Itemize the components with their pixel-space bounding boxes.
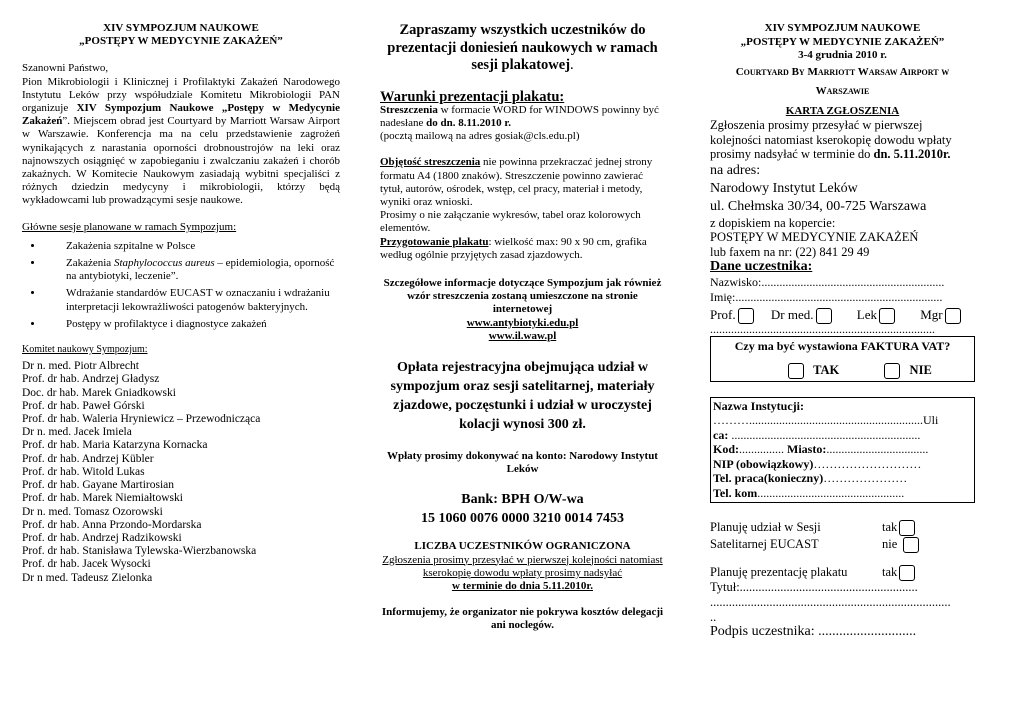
session-yes-checkbox[interactable] — [899, 520, 915, 536]
address-label: na adres: — [710, 162, 761, 178]
fax-number: lub faxem na nr: (22) 841 29 49 — [710, 244, 870, 259]
poster-participation: Planuję prezentację plakatu tak Tytuł:......................................................... ............................................................................. .. — [710, 565, 975, 625]
institution-label: Nazwa Instytucji: — [713, 398, 804, 413]
invoice-yes-checkbox[interactable] — [788, 363, 804, 379]
sessions-heading: Główne sesje planowane w ramach Sympozjum: — [22, 220, 237, 233]
work-phone-field[interactable]: Tel. praca(konieczny)………………… — [713, 471, 908, 486]
committee-member: Dr n med. Tadeusz Zielonka — [22, 571, 153, 584]
committee-member: Prof. dr hab. Andrzej Gładysz — [22, 373, 160, 386]
limited-participants: LICZBA UCZESTNIKÓW OGRANICZONA — [414, 540, 631, 553]
committee-member: Prof. dr hab. Jacek Wysocki — [22, 558, 151, 571]
greeting: Szanowni Państwo, — [22, 62, 109, 75]
committee-member: Prof. dr hab. Marek Niemiałtowski — [22, 492, 183, 505]
session-participation: Planuję udział w Sesji Satelitarnej EUCAST tak nie — [710, 519, 975, 553]
participant-heading: Dane uczestnika: — [710, 259, 813, 274]
surname-field[interactable]: Nazwisko:............................................................. — [710, 274, 945, 289]
committee-member: Prof. dr hab. Waleria Hryniewicz – Przewodnicząca — [22, 413, 261, 426]
form-title: KARTA ZGŁOSZENIA — [785, 104, 900, 117]
mobile-phone-field[interactable]: Tel. kom................................................. — [713, 485, 905, 500]
abstract-info: Streszczenia w formacie WORD for WINDOWS powinny być nadesłane do dn. 8.11.2010 r. — [380, 103, 659, 129]
list-item: • Zakażenia Staphylococcus aureus – epidemiologia, oporność na antybiotyki, leczenie”. — [44, 257, 340, 283]
form-intro: Zgłoszenia prosimy przesyłać w pierwszej kolejności natomiast kserokopię dowodu wpłaty prosimy nadsyłać w terminie do dn. 5.11.2010r. — [710, 118, 952, 161]
committee-member: Prof. dr hab. Andrzej Radzikowski — [22, 531, 182, 544]
website-link-antybiotyki[interactable]: www.antybiotyki.edu.pl — [466, 316, 579, 329]
topics-list — [22, 240, 340, 331]
symposium-venue: Courtyard By Marriott Warsaw Airport w Warszawie — [735, 65, 950, 97]
invoice-box: Czy ma być wystawiona FAKTURA VAT? TAK NIE — [710, 336, 975, 382]
abstract-volume: Objętość streszczenia nie powinna przekraczać jednej strony formatu A4 (1800 znaków). Streszczenie powinno zawierać tytuł, autorów, ośrodek, wstęp, cel pracy, materiał i metody, wyniki oraz wnioski. — [380, 156, 653, 208]
academic-title-options: Prof. Dr med. Lek Mgr — [710, 307, 975, 324]
committee-member: Dr n. med. Piotr Albrecht — [22, 360, 139, 373]
form-symposium-subtitle: „POSTĘPY W MEDYCYNIE ZAKAŻEŃ” — [740, 35, 945, 48]
invoice-no-checkbox[interactable] — [884, 363, 900, 379]
committee-member: Prof. dr hab. Paweł Górski — [22, 399, 145, 412]
envelope-note: z dopiskiem na kopercie: POSTĘPY W MEDYCYNIE ZAKAŻEŃ lub faxem na nr: (22) 841 29 49 — [710, 216, 975, 260]
no-attachments-note: Prosimy o nie załączanie wykresów, tabel oraz kolorowych elementów. — [380, 209, 641, 235]
address-street: ul. Chełmska 30/34, 00-725 Warszawa — [710, 198, 927, 214]
registration-form-column — [710, 0, 975, 640]
form-symposium-title: XIV SYMPOZJUM NAUKOWE — [764, 22, 921, 34]
costs-info: Informujemy, że organizator nie pokrywa kosztów delegacji ani noclegów. — [381, 606, 664, 632]
symposium-title: XIV SYMPOZJUM NAUKOWE — [103, 22, 259, 34]
list-item: • Zakażenia szpitalne w Polsce — [44, 240, 340, 253]
committee-member: Dr n. med. Jacek Imiela — [22, 426, 132, 439]
conditions-heading: Warunki prezentacji plakatu: — [380, 88, 565, 105]
institution-name-field[interactable]: ………..........................................................Uli — [713, 413, 939, 428]
signature-field[interactable]: Podpis uczestnika: ............................ — [710, 624, 917, 640]
poster-title-line[interactable]: ............................................................................. — [710, 595, 951, 610]
limited-note: Zgłoszenia prosimy przesyłać w pierwszej kolejności natomiast kserokopię dowodu wpłaty prosimy nadsyłać — [382, 553, 663, 579]
committee-member: Prof. dr hab. Anna Przondo-Mordarska — [22, 518, 202, 531]
committee-member: Prof. dr hab. Stanisława Tylewska-Wierzbanowska — [22, 545, 257, 558]
payment-info: Wpłaty prosimy dokonywać na konto: Narodowy Instytut Leków — [387, 449, 658, 476]
firstname-field[interactable]: Imię:..................................................................... — [710, 289, 943, 304]
envelope-text: POSTĘPY W MEDYCYNIE ZAKAŻEŃ — [710, 230, 919, 244]
committee-heading: Komitet naukowy Sympozjum: — [22, 344, 148, 356]
address-org: Narodowy Instytut Leków — [710, 180, 858, 196]
committee-member: Dr n. med. Tomasz Ozorowski — [22, 505, 163, 518]
poster-invite: Zapraszamy wszystkich uczestników do prezentacji doniesień naukowych w ramach sesji plakatowej. — [387, 22, 658, 73]
symposium-subtitle: „POSTĘPY W MEDYCYNIE ZAKAŻEŃ” — [79, 35, 283, 48]
institution-street-field[interactable]: ca: ............................................................... — [713, 427, 921, 442]
form-header — [710, 22, 975, 101]
account-number: 15 1060 0076 0000 3210 0014 7453 — [421, 511, 624, 527]
committee-member: Doc. dr hab. Marek Gniadkowski — [22, 386, 176, 399]
committee-member: Prof. dr hab. Witold Lukas — [22, 465, 145, 478]
poster-preparation: Przygotowanie plakatu: wielkość max: 90 x 90 cm, grafika według ogólnie przyjętych zasad zjazdowych. — [380, 235, 647, 261]
list-item: • Wdrażanie standardów EUCAST w oznaczaniu i wdrażaniu interpretacji lekowrażliwości patogenów bakteryjnych. — [44, 287, 340, 313]
institution-box — [710, 397, 975, 504]
registration-fee: Opłata rejestracyjna obejmująca udział w sympozjum oraz sesji satelitarnej, materiały zjazdowe, poczęstunki i udział w uroczystej kolacji wynosi 300 zł. — [390, 359, 655, 432]
postal-code-city-field[interactable]: Kod:............... Miasto:.................................. — [713, 442, 929, 457]
session-no-checkbox[interactable] — [903, 537, 919, 553]
invoice-question: Czy ma być wystawiona FAKTURA VAT? — [734, 338, 951, 353]
bank-name: Bank: BPH O/W-wa — [461, 492, 584, 508]
extra-line-field[interactable]: ........................................................................... — [710, 321, 935, 336]
poster-title-field[interactable]: Tytuł:......................................................... — [710, 580, 918, 595]
symposium-dates: 3-4 grudnia 2010 r. — [798, 49, 887, 61]
poster-yes-checkbox[interactable] — [899, 565, 915, 581]
website-link-il[interactable]: www.il.waw.pl — [488, 329, 557, 342]
address-block — [710, 162, 975, 216]
mgr-checkbox[interactable] — [945, 308, 961, 324]
invitation-column — [22, 0, 340, 585]
committee-list — [22, 360, 340, 584]
nip-field[interactable]: NIP (obowiązkowy)……………………… — [713, 456, 922, 471]
details-note: Szczegółowe informacje dotyczące Sympozjum jak również wzór streszczenia zostaną umieszczone na stronie internetowej — [383, 276, 662, 316]
abstract-mail: (pocztą mailową na adres gosiak@cls.edu.pl) — [380, 130, 580, 143]
bank-details — [380, 490, 665, 528]
poster-session-column — [380, 0, 665, 633]
list-item: • Postępy w profilaktyce i diagnostyce zakażeń — [44, 318, 340, 331]
limited-date: w terminie do dnia 5.11.2010r. — [451, 579, 594, 592]
committee-member: Prof. dr hab. Andrzej Kübler — [22, 452, 154, 465]
committee-member: Prof. dr hab. Maria Katarzyna Kornacka — [22, 439, 208, 452]
committee-member: Prof. dr hab. Gayane Martirosian — [22, 479, 175, 492]
intro-paragraph: Pion Mikrobiologii i Klinicznej i Profilaktyki Zakażeń Narodowego Instytutu Leków przy współudziale Komitetu Mikrobiologii PAN organizuje XIV Sympozjum Naukowe „Postępy w Medycynie Zakażeń”. Miejscem obrad jest Courtyard by Marriott Warsaw Airport w Warszawie. Konferencja ma na celu przedstawienie zagrożeń wynikających z narastania oporności drobnoustrojów na leki oraz najnowszych osiągnięć w zapobieganiu i zwalczaniu zakażeń i chorób zakaźnych. W Komitecie Naukowym zasiadają wybitni specjaliści z różnych dziedzin medycyny i mikrobiologii, którzy będą wykładowcami lub prowadzącymi sesje naukowe. — [22, 75, 340, 207]
